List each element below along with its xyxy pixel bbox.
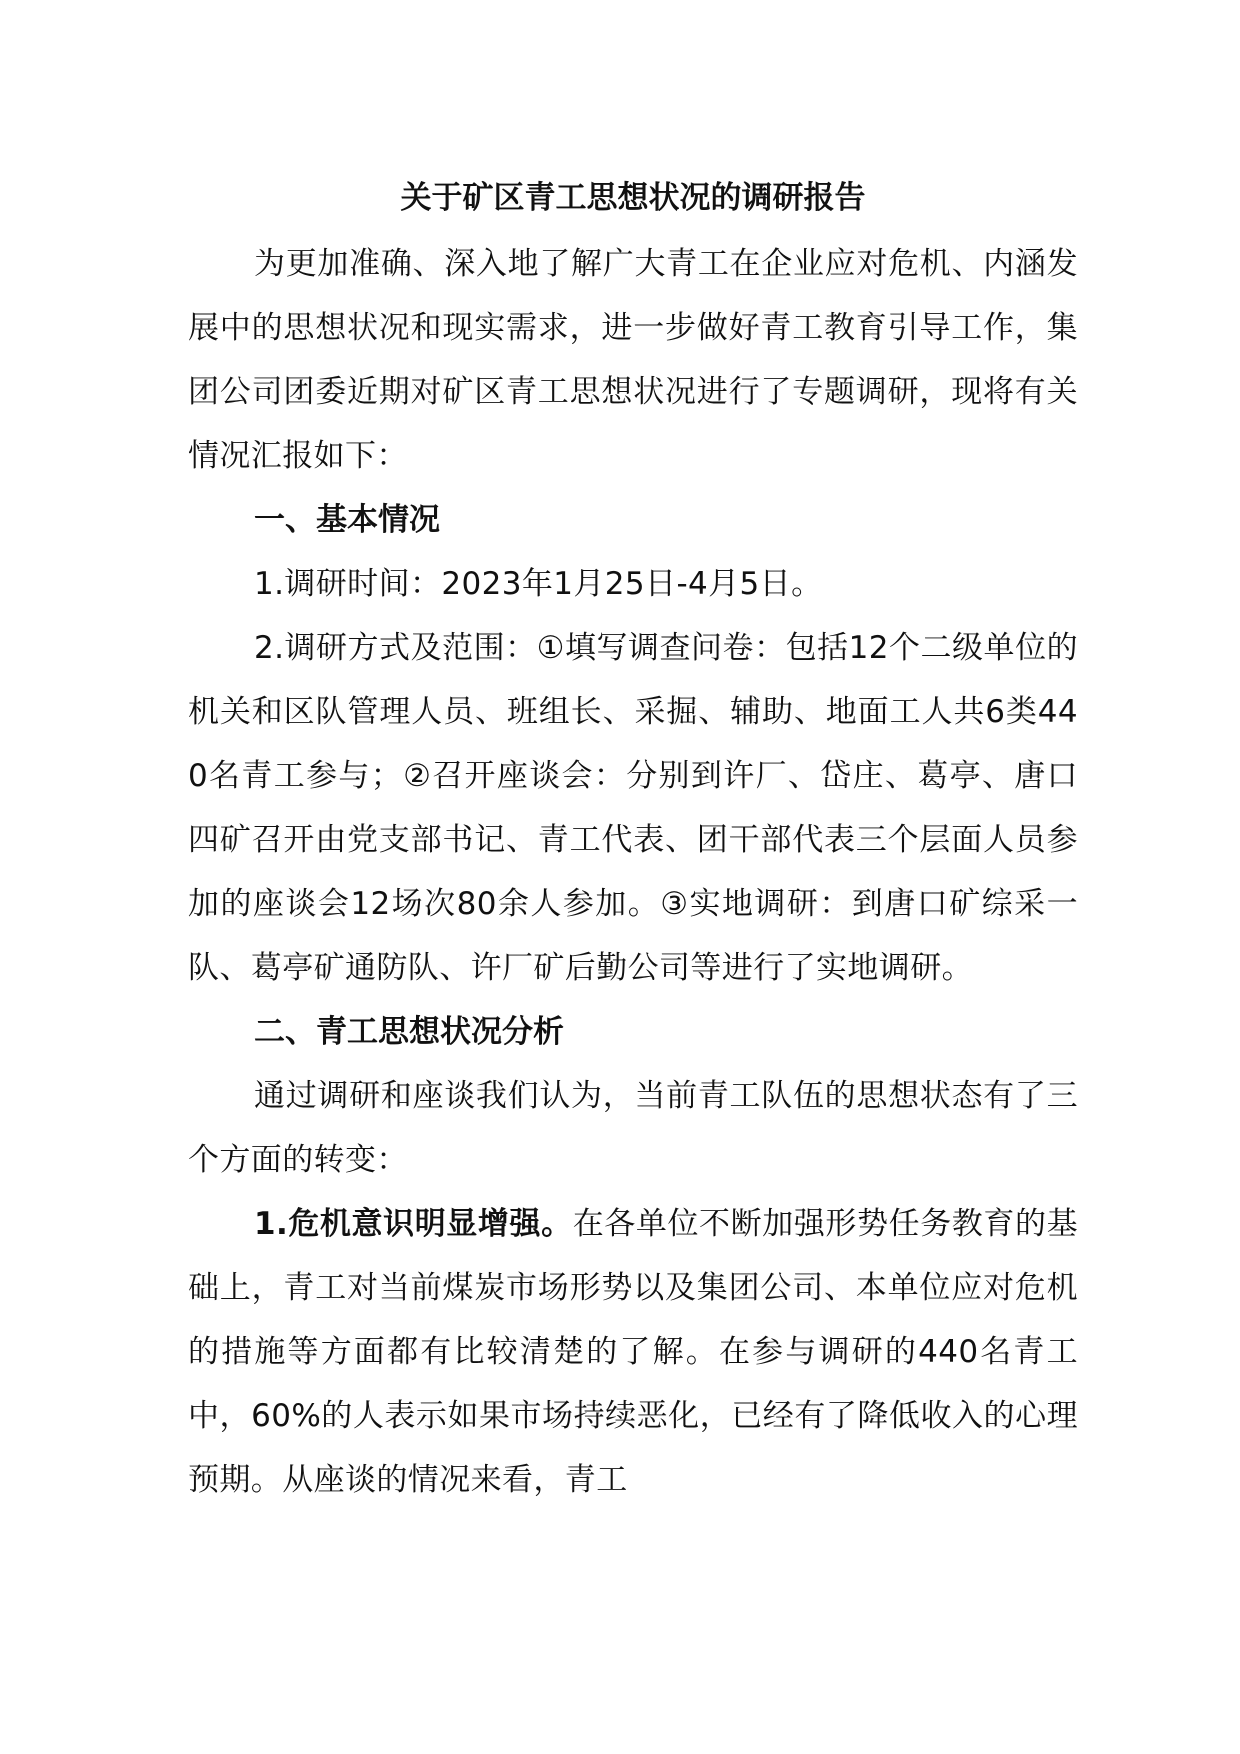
document-title: 关于矿区青工思想状况的调研报告 <box>400 180 866 216</box>
survey-time-paragraph: 1.调研时间：2023年1月25日-4月5日。 <box>254 566 823 602</box>
document-body <box>188 174 1078 1512</box>
survey-method-paragraph: 2.调研方式及范围：①填写调查问卷：包括12个二级单位的机关和区队管理人员、班组长、采掘、辅助、地面工人共6类440名青工参与；②召开座谈会：分别到许厂、岱庄、葛亭、唐口四矿召开由党支部书记、青工代表、团干部代表三个层面人员参加的座谈会12场次80余人参加。③实地调研：到唐口矿综采一队、葛亭矿通防队、许厂矿后勤公司等进行了实地调研。 <box>188 630 1078 986</box>
analysis-intro-paragraph: 通过调研和座谈我们认为，当前青工队伍的思想状态有了三个方面的转变： <box>188 1078 1078 1178</box>
point1-lead: 1.危机意识明显增强。 <box>254 1206 573 1242</box>
section-heading-analysis: 二、青工思想状况分析 <box>254 1014 564 1050</box>
section-heading-basic: 一、基本情况 <box>254 502 440 538</box>
intro-paragraph: 为更加准确、深入地了解广大青工在企业应对危机、内涵发展中的思想状况和现实需求，进一步做好青工教育引导工作，集团公司团委近期对矿区青工思想状况进行了专题调研，现将有关情况汇报如下： <box>188 246 1078 474</box>
point1-paragraph <box>188 1192 1078 1512</box>
point1-body: 在各单位不断加强形势任务教育的基础上，青工对当前煤炭市场形势以及集团公司、本单位应对危机的措施等方面都有比较清楚的了解。在参与调研的440名青工中，60%的人表示如果市场持续恶化，已经有了降低收入的心理预期。从座谈的情况来看，青工 <box>188 1206 1078 1498</box>
